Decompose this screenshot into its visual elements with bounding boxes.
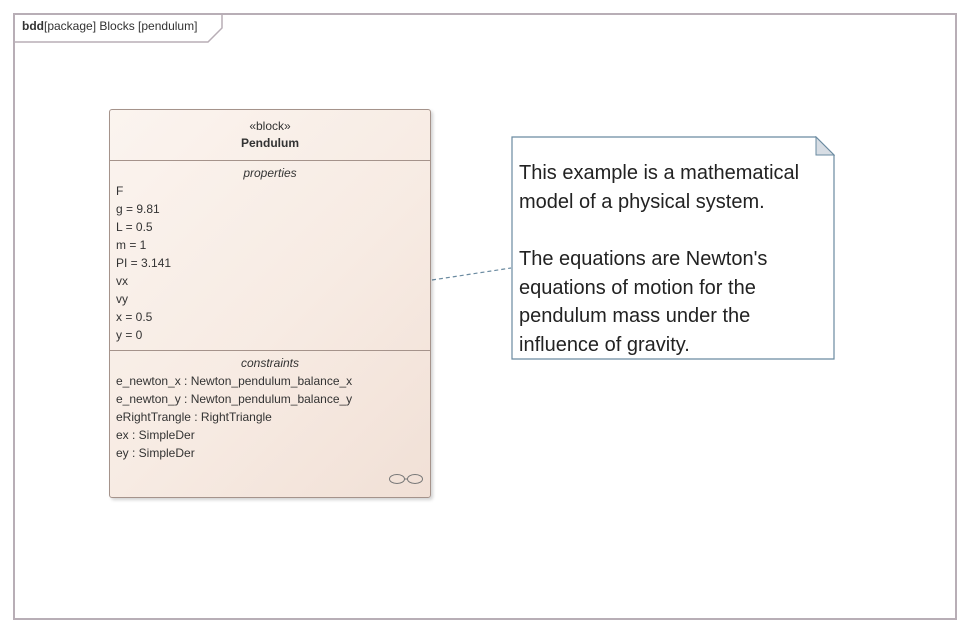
note-paragraph: The equations are Newton's equations of motion for the pendulum mass under the influence of gravity. [519, 248, 768, 356]
note-paragraph: This example is a mathematical model of a physical system. [519, 162, 800, 213]
properties-list [110, 182, 430, 344]
constraint-chain-icon [388, 473, 424, 485]
block-stereotype: «block» [249, 119, 291, 133]
property-item[interactable]: x = 0.5 [116, 310, 153, 324]
note-text [519, 159, 824, 359]
block-name: Pendulum [240, 136, 299, 150]
constraints-compartment [110, 351, 430, 462]
constraint-item[interactable]: ey : SimpleDer [116, 446, 195, 460]
property-item[interactable]: g = 9.81 [116, 202, 160, 216]
frame-kind: bdd [22, 19, 44, 33]
property-item[interactable]: vx [116, 274, 128, 288]
properties-compartment [110, 161, 430, 351]
property-item[interactable]: PI = 3.141 [116, 256, 172, 270]
pendulum-block[interactable] [109, 109, 431, 498]
property-item[interactable]: F [116, 184, 124, 198]
frame-title: [package] Blocks [pendulum] [44, 19, 198, 33]
constraint-item[interactable]: e_newton_y : Newton_pendulum_balance_y [116, 392, 353, 406]
note[interactable] [511, 136, 835, 360]
constraints-title: constraints [240, 356, 300, 370]
block-header [110, 110, 430, 161]
properties-title: properties [243, 166, 297, 180]
property-item[interactable]: L = 0.5 [116, 220, 153, 234]
constraint-item[interactable]: eRightTrangle : RightTriangle [116, 410, 272, 424]
property-item[interactable]: m = 1 [116, 238, 147, 252]
property-item[interactable]: vy [116, 292, 128, 306]
constraint-item[interactable]: ex : SimpleDer [116, 428, 195, 442]
constraint-item[interactable]: e_newton_x : Newton_pendulum_balance_x [116, 374, 353, 388]
property-item[interactable]: y = 0 [116, 328, 143, 342]
constraints-list [110, 372, 430, 462]
